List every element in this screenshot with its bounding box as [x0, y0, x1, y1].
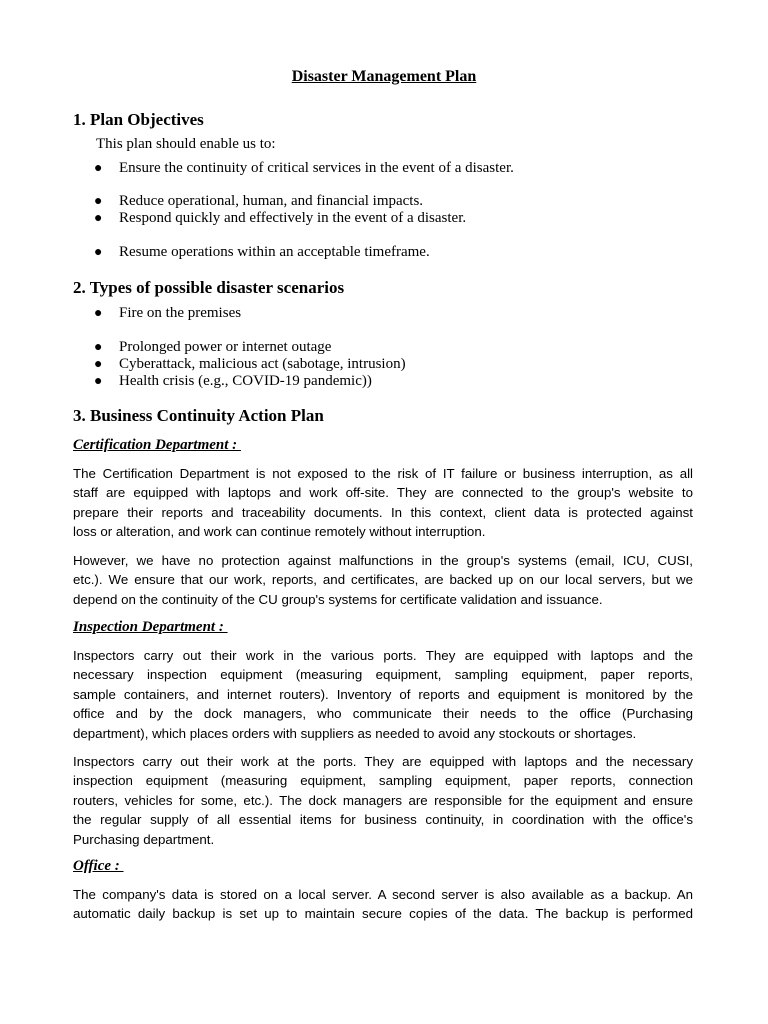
- bullet-icon: ●: [94, 194, 103, 209]
- bullet-icon: ●: [94, 357, 103, 372]
- section-heading-plan-objectives: 1. Plan Objectives: [73, 110, 204, 129]
- bullet-icon: ●: [94, 374, 103, 389]
- bullet-icon: ●: [94, 245, 103, 260]
- bullet-icon: ●: [94, 306, 103, 321]
- section-heading-business-continuity: 3. Business Continuity Action Plan: [73, 406, 324, 425]
- paragraph: The Certification Department is not exposed to the risk of IT failure or business interruption, as all staff are equipped with laptops and work off-site. They are connected to the group's website to prepare their reports and traceability documents. In this context, client data is protected against loss or alteration, and work can continue remotely without interruption.: [73, 466, 693, 540]
- bullet-icon: ●: [94, 211, 103, 226]
- list-item: ● Reduce operational, human, and financial impacts.: [94, 193, 424, 209]
- list-item: ● Fire on the premises: [94, 305, 242, 321]
- paragraph: The company's data is stored on a local server. A second server is also available as a backup. An automatic daily backup is set up to maintain secure copies of the data. The backup is performed: [73, 887, 693, 922]
- paragraph: Inspectors carry out their work in the various ports. They are equipped with laptops and the necessary inspection equipment (measuring equipment, sampling equipment, paper reports, sample containers, and internet routers). Inventory of reports and equipment is monitored by the office and by the dock managers, who communicate their needs to the office (Purchasing department), which places orders with suppliers as needed to avoid any stockouts or shortages.: [73, 648, 693, 741]
- section-heading-disaster-scenarios: 2. Types of possible disaster scenarios: [73, 278, 345, 297]
- subsection-heading-certification: Certification Department :: [73, 437, 241, 453]
- subsection-heading-office: Office :: [73, 858, 124, 874]
- paragraph: Inspectors carry out their work at the ports. They are equipped with laptops and the necessary inspection equipment (measuring equipment, sampling equipment, paper reports, connection routers, vehicles for some, etc.). The dock managers are responsible for the equipment and ensure the regular supply of all essential items for business continuity, in coordination with the office's Purchasing department.: [73, 754, 693, 847]
- section-intro: This plan should enable us to:: [96, 136, 276, 152]
- list-item: ● Cyberattack, malicious act (sabotage, intrusion): [94, 356, 406, 372]
- list-item: ● Health crisis (e.g., COVID-19 pandemic)): [94, 373, 372, 389]
- paragraph: However, we have no protection against malfunctions in the group's systems (email, ICU, CUSI, etc.). We ensure that our work, reports, and certificates, are backed up on our local servers, but we depend on the continuity of the CU group's systems for certificate validation and issuance.: [73, 553, 693, 607]
- list-item: ● Resume operations within an acceptable timeframe.: [94, 244, 430, 260]
- list-item: ● Ensure the continuity of critical services in the event of a disaster.: [94, 160, 514, 176]
- list-item: ● Respond quickly and effectively in the event of a disaster.: [94, 210, 467, 226]
- bullet-icon: ●: [94, 161, 103, 176]
- list-item: ● Prolonged power or internet outage: [94, 339, 332, 355]
- subsection-heading-inspection: Inspection Department :: [73, 619, 228, 635]
- document-title: Disaster Management Plan: [291, 68, 477, 85]
- bullet-icon: ●: [94, 340, 103, 355]
